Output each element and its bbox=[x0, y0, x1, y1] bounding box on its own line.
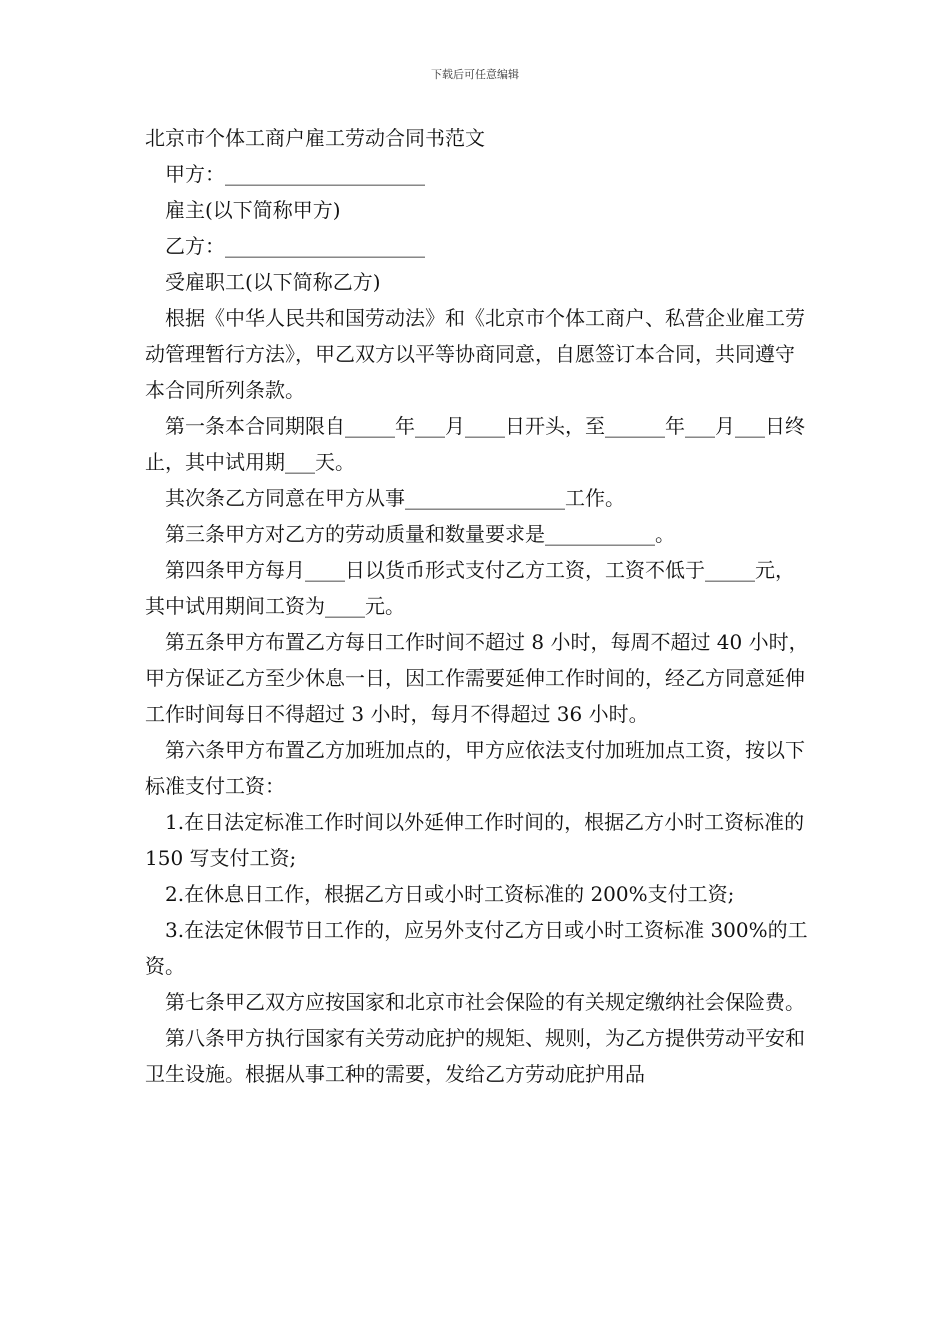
document-body bbox=[145, 120, 810, 1092]
party-a-line: 甲方：____________________ bbox=[165, 162, 425, 186]
article-4: 第四条甲方每月____日以货币形式支付乙方工资，工资不低于_____元，其中试用期间工资为____元。 bbox=[145, 558, 795, 618]
article-5: 第五条甲方布置乙方每日工作时间不超过 8 小时，每周不超过 40 小时，甲方保证乙方至少休息一日，因工作需要延伸工作时间的，经乙方同意延伸工作时间每日不得超过 3 小时，每月不得超过 36 小时。 bbox=[145, 630, 809, 726]
header-note: 下载后可任意编辑 bbox=[431, 68, 519, 81]
article-8: 第八条甲方执行国家有关劳动庇护的规矩、规则，为乙方提供劳动平安和卫生设施。根据从事工种的需要，发给乙方劳动庇护用品 bbox=[145, 1026, 805, 1086]
article-2: 其次条乙方同意在甲方从事________________工作。 bbox=[165, 486, 625, 510]
article-6-item-1: 1.在日法定标准工作时间以外延伸工作时间的，根据乙方小时工资标准的 150 写支付工资; bbox=[145, 810, 811, 870]
document-title: 北京市个体工商户雇工劳动合同书范文 bbox=[145, 126, 485, 150]
party-b-line: 乙方：____________________ bbox=[165, 234, 425, 258]
party-b-note: 受雇职工(以下简称乙方) bbox=[165, 270, 381, 294]
article-6: 第六条甲方布置乙方加班加点的，甲方应依法支付加班加点工资，按以下标准支付工资： bbox=[145, 738, 805, 798]
preamble-paragraph: 根据《中华人民共和国劳动法》和《北京市个体工商户、私营企业雇工劳动管理暂行方法》，甲乙双方以平等协商同意，自愿签订本合同，共同遵守本合同所列条款。 bbox=[145, 306, 805, 402]
article-7: 第七条甲乙双方应按国家和北京市社会保险的有关规定缴纳社会保险费。 bbox=[165, 990, 805, 1014]
party-a-note: 雇主(以下简称甲方) bbox=[165, 198, 341, 222]
article-1: 第一条本合同期限自_____年___月____日开头，至______年___月___日终止，其中试用期___天。 bbox=[145, 414, 805, 474]
article-3: 第三条甲方对乙方的劳动质量和数量要求是___________。 bbox=[165, 522, 675, 546]
article-6-item-3: 3.在法定休假节日工作的，应另外支付乙方日或小时工资标准 300%的工资。 bbox=[145, 918, 808, 978]
article-6-item-2: 2.在休息日工作，根据乙方日或小时工资标准的 200%支付工资; bbox=[165, 882, 735, 906]
